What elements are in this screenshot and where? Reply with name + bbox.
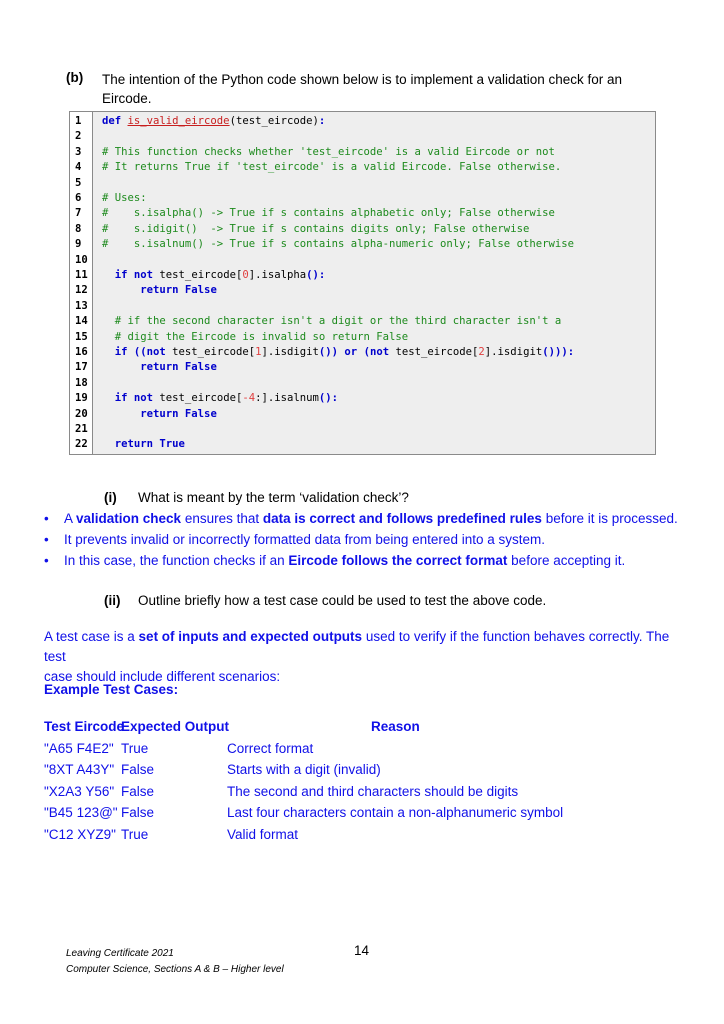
- header-test-eircode: Test Eircode: [44, 719, 125, 734]
- bullet-text: data is correct and follows predefined rules: [262, 511, 542, 526]
- code-token: test_eircode[: [389, 346, 479, 358]
- code-token: [102, 346, 115, 358]
- code-text: [102, 330, 408, 345]
- answer-pre: A test case is a: [44, 629, 139, 644]
- answer-bullet: [44, 553, 625, 568]
- code-token: ].isdigit: [484, 346, 543, 358]
- code-token: 2: [478, 346, 485, 358]
- cell-reason: Valid format: [227, 826, 299, 842]
- cell-reason: Starts with a digit (invalid): [227, 762, 381, 777]
- line-number: 1: [75, 115, 82, 127]
- code-text: [102, 345, 574, 360]
- cell-eircode: "C12 XYZ9": [44, 826, 116, 842]
- question-text: The intention of the Python code shown below is to implement a validation check for an Eircode.: [102, 72, 623, 106]
- cell-expected: True: [121, 740, 149, 756]
- code-token: [102, 331, 115, 343]
- cell-expected: False: [121, 783, 155, 799]
- code-token: return False: [140, 284, 217, 297]
- question-b: [66, 70, 642, 108]
- code-token: # This function checks whether 'test_eircode' is a valid Eircode or not: [102, 145, 555, 158]
- cell-eircode: "8XT A43Y": [44, 762, 115, 777]
- code-token: [102, 284, 140, 296]
- cell-reason: Correct format: [227, 740, 314, 756]
- code-token: [102, 315, 115, 327]
- code-text: [102, 407, 217, 422]
- code-text: [102, 391, 338, 406]
- code-token: # s.isalpha() -> True if s contains alphabetic only; False otherwise: [102, 207, 555, 220]
- line-number: 9: [75, 238, 82, 251]
- line-number: 11: [75, 269, 88, 281]
- part-i-label: (i): [104, 490, 117, 505]
- line-number: 8: [75, 222, 82, 235]
- bullet-icon: •: [44, 553, 49, 568]
- code-token: # s.isalnum() -> True if s contains alpha-numeric only; False otherwise: [102, 238, 574, 251]
- line-number: 14: [75, 315, 88, 328]
- bullet-text: It prevents invalid or incorrectly formatted data from being entered into a system.: [64, 532, 545, 547]
- cell-reason: The second and third characters should be digits: [227, 783, 519, 799]
- bullet-text: ensures that: [181, 511, 263, 526]
- code-token: test_eircode[: [165, 346, 256, 358]
- code-text: [102, 268, 325, 283]
- code-token: if ((: [114, 346, 147, 358]
- part-ii-label: (ii): [104, 593, 121, 608]
- answer-post: used to verify if the function behaves correctly. The test: [44, 629, 670, 664]
- line-number: 5: [75, 176, 82, 189]
- line-number: 20: [75, 407, 88, 420]
- bullet-text: A: [64, 511, 77, 526]
- code-token: ():: [306, 269, 326, 281]
- line-number: 12: [75, 284, 88, 297]
- cell-eircode: "X2A3 Y56": [44, 783, 115, 799]
- code-token: 1: [255, 346, 262, 358]
- line-number: 13: [75, 299, 88, 312]
- code-text: [102, 160, 561, 175]
- line-number: 18: [75, 376, 88, 389]
- code-token: ].isalpha: [248, 269, 307, 281]
- code-token: (: [363, 346, 370, 358]
- code-token: [102, 438, 115, 450]
- code-text: [102, 222, 529, 237]
- part-ii-question: [104, 593, 546, 608]
- line-number: 19: [75, 392, 88, 405]
- code-token: [102, 269, 115, 281]
- code-token: def: [102, 115, 128, 127]
- cell-expected: True: [121, 826, 149, 842]
- header-expected-output: Expected Output: [121, 719, 230, 734]
- code-token: ()): [318, 346, 339, 358]
- code-token: 0: [242, 269, 249, 281]
- code-token: [102, 361, 140, 373]
- cell-expected: False: [121, 762, 155, 777]
- code-text: [102, 114, 325, 129]
- code-token: # It returns True if 'test_eircode' is a valid Eircode. False otherwise.: [102, 161, 562, 174]
- line-number: 22: [75, 438, 88, 451]
- code-token: ].isdigit: [261, 346, 319, 358]
- code-token: ())):: [542, 346, 575, 358]
- code-token: return False: [140, 361, 217, 374]
- footer-line1: Leaving Certificate 2021: [66, 948, 174, 959]
- code-token: test_eircode[: [153, 269, 243, 281]
- part-ii-text: Outline briefly how a test case could be used to test the above code.: [138, 593, 547, 608]
- code-token: # if the second character isn't a digit or the third character isn't a: [114, 315, 562, 328]
- code-token: if not: [114, 269, 154, 281]
- code-token: return True: [114, 438, 185, 451]
- test-case-answer: [44, 627, 694, 687]
- code-text: [102, 283, 217, 298]
- code-listing: [69, 111, 656, 455]
- code-token: test_eircode[: [153, 392, 243, 405]
- code-text: [102, 314, 561, 329]
- line-number: 10: [75, 253, 88, 266]
- cell-reason: Last four characters contain a non-alphanumeric symbol: [227, 805, 564, 820]
- line-number: 2: [75, 130, 82, 143]
- header-reason: Reason: [371, 719, 420, 734]
- cell-eircode: "B45 123@": [44, 805, 118, 820]
- answer-bullet: [44, 532, 545, 547]
- line-number: 16: [75, 346, 88, 358]
- line-number: 17: [75, 361, 88, 374]
- part-i-text: What is meant by the term ‘validation check’?: [138, 490, 409, 505]
- code-token: [102, 408, 140, 420]
- bullet-text: In this case, the function checks if an: [64, 553, 289, 568]
- line-number: 15: [75, 330, 88, 343]
- question-label: (b): [66, 70, 84, 85]
- code-token: if not: [114, 392, 154, 405]
- code-token: # s.idigit() -> True if s contains digits only; False otherwise: [102, 222, 530, 235]
- answer-bullet: [44, 511, 678, 526]
- code-token: -4: [242, 392, 256, 405]
- code-text: [102, 237, 574, 252]
- answer-line2: case should include different scenarios:: [44, 669, 281, 684]
- example-heading: Example Test Cases:: [44, 682, 179, 697]
- code-token: ():: [318, 392, 339, 405]
- code-text: [102, 145, 555, 160]
- line-number: 21: [75, 423, 88, 435]
- bullet-icon: •: [44, 511, 49, 526]
- answer-bold: set of inputs and expected outputs: [138, 629, 363, 644]
- code-token: return False: [140, 407, 217, 420]
- part-i-question: [104, 490, 409, 505]
- bullet-text: before accepting it.: [507, 553, 626, 568]
- code-token: (test_eircode): [229, 115, 319, 127]
- footer-line2: Computer Science, Sections A & B – Higher level: [66, 964, 284, 975]
- code-token: :: [318, 115, 326, 127]
- page-number: 14: [354, 943, 370, 958]
- code-token: or: [344, 346, 358, 358]
- cell-eircode: "A65 F4E2": [44, 740, 114, 756]
- code-text: [102, 360, 217, 375]
- line-number: 3: [75, 145, 82, 158]
- line-number: 6: [75, 192, 82, 204]
- code-text: [102, 191, 147, 206]
- code-token: # digit the Eircode is invalid so return False: [114, 330, 409, 343]
- code-token: not: [146, 346, 166, 358]
- line-number: 4: [75, 161, 82, 174]
- cell-expected: False: [121, 805, 155, 820]
- code-token: not: [369, 346, 390, 358]
- code-text: [102, 206, 555, 221]
- code-token: [102, 392, 115, 404]
- bullet-text: before it is processed.: [541, 511, 678, 526]
- bullet-text: Eircode follows the correct format: [288, 553, 508, 568]
- line-number: 7: [75, 207, 82, 220]
- code-token: is_valid_eircode: [127, 115, 230, 127]
- code-token: # Uses:: [102, 192, 147, 204]
- bullet-text: validation check: [76, 511, 182, 526]
- code-token: :].isalnum: [255, 392, 319, 405]
- code-text: [102, 437, 185, 452]
- bullet-icon: •: [44, 532, 49, 547]
